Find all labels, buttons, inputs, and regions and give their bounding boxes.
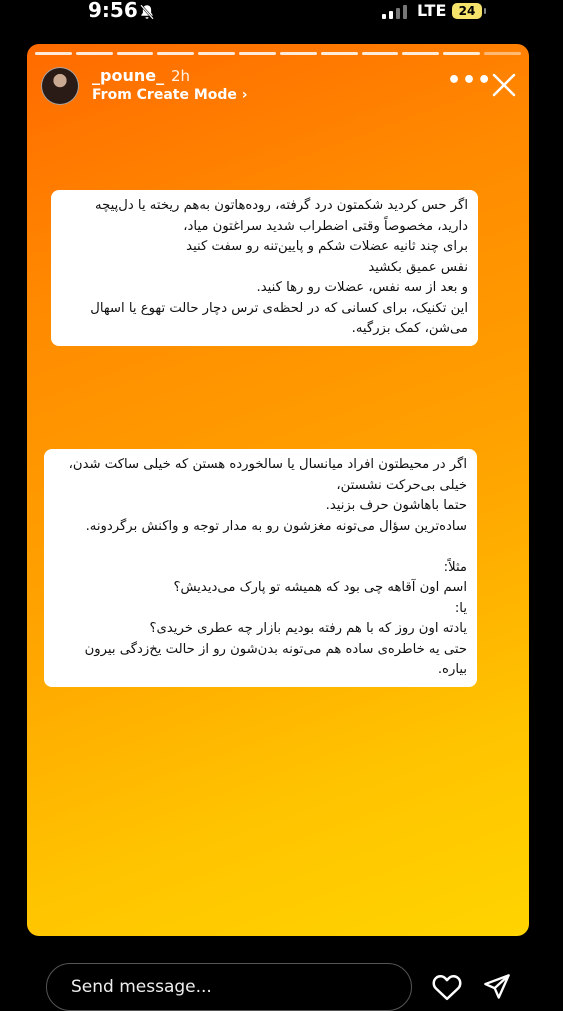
avatar[interactable] xyxy=(41,67,79,105)
text-line: برای چند ثانیه عضلات شکم و پایین‌تنه رو سفت کنید xyxy=(186,239,468,254)
progress-segment xyxy=(239,52,276,55)
text-line: حتی یه خاطره‌ی ساده هم می‌تونه بدن‌شون رو از حالت یخ‌زدگی بیرون xyxy=(84,641,467,657)
text-line: بیاره. xyxy=(437,662,467,677)
battery-indicator: 24 xyxy=(452,3,482,19)
text-line: یادته اون روز که با هم رفته بودیم بازار چه عطری خریدی؟ xyxy=(149,621,467,636)
text-line: دارید، مخصوصاً وقتی اضطراب شدید سراغتون میاد، xyxy=(183,218,468,234)
more-options-button[interactable]: ••• xyxy=(447,68,493,93)
text-line: مثلاً: xyxy=(443,559,467,575)
progress-segment xyxy=(321,52,358,55)
progress-segment xyxy=(198,52,235,55)
text-line: اگر در محیطتون افراد میانسال یا سالخورده هستن که خیلی ساکت شدن، xyxy=(68,457,467,472)
text-line: می‌شن، کمک بزرگیه. xyxy=(351,321,468,336)
progress-segment xyxy=(362,52,399,55)
send-message-input[interactable]: Send message... xyxy=(46,963,412,1011)
close-icon[interactable] xyxy=(491,72,517,98)
progress-segment xyxy=(484,52,521,55)
text-line: و بعد از سه نفس، عضلات رو رها کنید. xyxy=(256,280,468,295)
text-line: اسم اون آقاهه چی بود که همیشه تو پارک می‌دیدیش؟ xyxy=(173,580,467,595)
text-line: این تکنیک، برای کسانی که در لحظه‌ی ترس دچار حالت تهوع یا اسهال xyxy=(90,300,468,316)
progress-segment xyxy=(443,52,480,55)
text-line: نفس عمیق بکشید xyxy=(368,259,468,275)
progress-segment xyxy=(117,52,154,55)
story-username[interactable]: _poune_ xyxy=(92,66,165,85)
story-age: 2h xyxy=(171,67,191,85)
status-bar xyxy=(0,0,563,28)
story-text-block-1 xyxy=(51,190,478,346)
progress-segment xyxy=(76,52,113,55)
progress-segment xyxy=(35,52,72,55)
progress-segment xyxy=(157,52,194,55)
cell-signal-icon xyxy=(382,5,408,19)
progress-segment xyxy=(280,52,317,55)
text-line: حتما باهاشون حرف بزنید. xyxy=(325,498,467,513)
heart-icon[interactable] xyxy=(432,973,462,1001)
status-time: 9:56 xyxy=(88,0,138,22)
text-line: یا: xyxy=(454,600,467,616)
text-line: اگر حس کردید شکمتون درد گرفته، روده‌هاتون به‌هم ریخته یا دل‌پیچه xyxy=(95,198,468,213)
story-progress-bar xyxy=(35,52,521,55)
text-line: خیلی بی‌حرکت نشستن، xyxy=(336,477,467,493)
network-type: LTE xyxy=(417,1,447,20)
text-line xyxy=(52,537,467,558)
text-line: ساده‌ترین سؤال می‌تونه مغزشون رو به مدار توجه و واکنش برگردونه. xyxy=(85,518,467,534)
bell-muted-icon xyxy=(138,3,156,21)
story-text-block-2 xyxy=(44,449,477,687)
create-mode-link[interactable]: From Create Mode › xyxy=(92,87,248,103)
progress-segment xyxy=(402,52,439,55)
share-icon[interactable] xyxy=(483,973,511,1001)
